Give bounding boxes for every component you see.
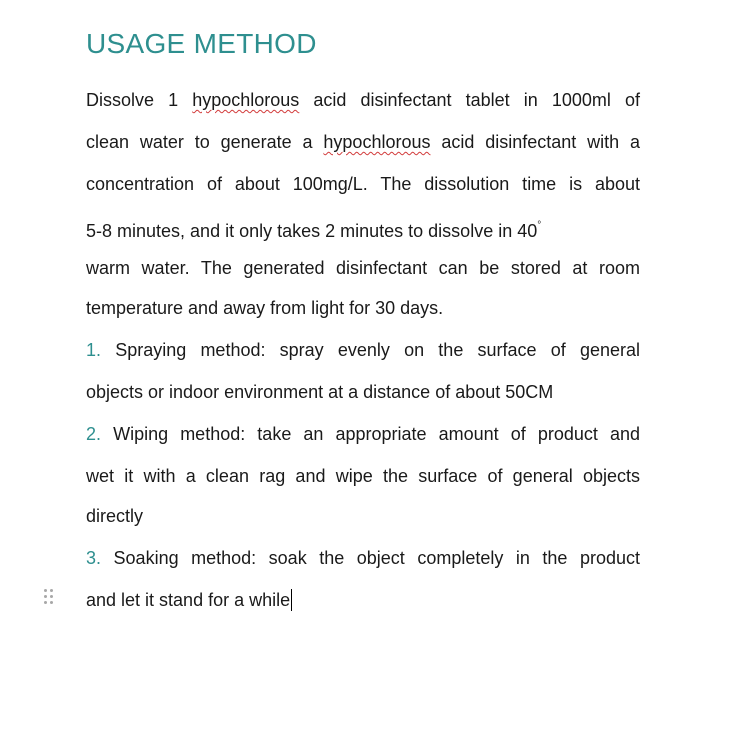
method-text: wet it with a clean rag and wipe the surface of general objects: [86, 466, 640, 486]
text-cursor: [291, 589, 292, 611]
intro-text: acid disinfectant tablet in 1000ml of: [299, 90, 641, 110]
intro-text: temperature and away from light for 30 days.: [86, 298, 444, 318]
method-text: Spraying method: spray evenly on the surface of general: [101, 340, 640, 360]
list-number: 2.: [86, 424, 102, 444]
method-3-line-1[interactable]: [86, 547, 640, 569]
intro-text: clean water to generate a: [86, 132, 324, 152]
method-1-line-1[interactable]: [86, 339, 640, 361]
intro-line-1[interactable]: [86, 89, 640, 111]
intro-text: 5-8 minutes, and it only takes 2 minutes to dissolve in 40: [86, 221, 538, 241]
drag-handle-icon[interactable]: [44, 589, 54, 605]
intro-line-3[interactable]: [86, 173, 640, 195]
intro-line-5[interactable]: [86, 257, 640, 279]
spellcheck-word[interactable]: hypochlorous: [192, 90, 300, 110]
method-2-line-3[interactable]: [86, 505, 143, 527]
method-2-line-1[interactable]: [86, 423, 640, 445]
intro-line-6[interactable]: [86, 297, 443, 319]
method-2-line-2[interactable]: [86, 465, 640, 487]
method-3-line-2[interactable]: [86, 589, 292, 611]
intro-line-2[interactable]: [86, 131, 640, 153]
list-number: 1.: [86, 340, 102, 360]
drag-dot: [50, 595, 53, 598]
degree-symbol: °: [537, 220, 542, 231]
method-text: Wiping method: take an appropriate amount of product and: [101, 424, 640, 444]
drag-dot: [44, 589, 47, 592]
drag-dot: [50, 589, 53, 592]
intro-text: concentration of about 100mg/L. The dissolution time is about: [86, 174, 640, 194]
drag-dot: [44, 601, 47, 604]
method-text: and let it stand for a while: [86, 590, 291, 610]
method-text: Soaking method: soak the object completely in the product: [101, 548, 640, 568]
page-title: USAGE METHOD: [86, 28, 317, 59]
intro-text: acid disinfectant with a: [430, 132, 640, 152]
drag-dot: [50, 601, 53, 604]
method-1-line-2[interactable]: [86, 381, 553, 403]
list-number: 3.: [86, 548, 102, 568]
intro-text: warm water. The generated disinfectant can be stored at room: [86, 258, 640, 278]
spellcheck-word[interactable]: hypochlorous: [323, 132, 431, 152]
drag-dot: [44, 595, 47, 598]
method-text: directly: [86, 506, 144, 526]
method-text: objects or indoor environment at a distance of about 50CM: [86, 382, 554, 402]
intro-line-4[interactable]: [86, 215, 640, 242]
intro-text: Dissolve 1: [86, 90, 193, 110]
